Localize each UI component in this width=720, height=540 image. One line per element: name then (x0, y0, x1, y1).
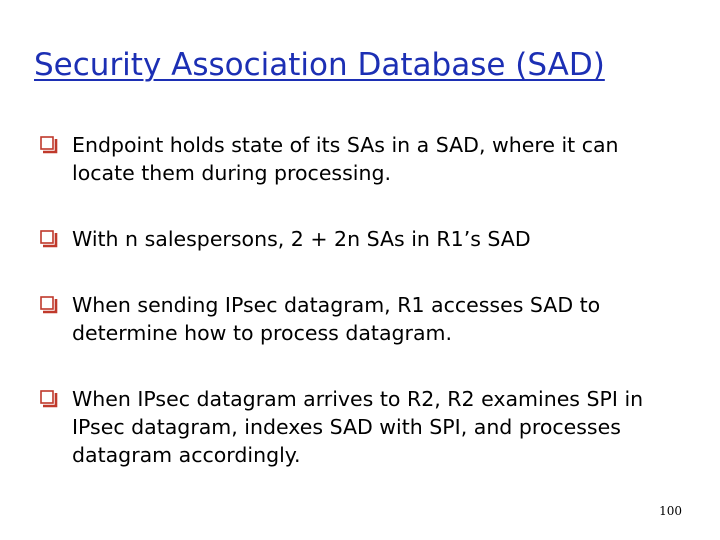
bullet-text: When sending IPsec datagram, R1 accesses SAD to determine how to process datagram. (72, 293, 601, 345)
bullet-list (40, 131, 670, 469)
bullet-item (40, 385, 670, 469)
page-number: 100 (659, 504, 682, 518)
square-checkbox-bullet-icon (40, 136, 58, 154)
square-checkbox-bullet-icon (40, 390, 58, 408)
bullet-item (40, 131, 670, 187)
bullet-text: When IPsec datagram arrives to R2, R2 examines SPI in IPsec datagram, indexes SAD with SPI, and processes datagram accordingly. (72, 387, 644, 467)
bullet-text: With n salespersons, 2 + 2n SAs in R1’s SAD (72, 227, 531, 251)
bullet-text: Endpoint holds state of its SAs in a SAD, where it can locate them during processing. (72, 133, 619, 185)
square-checkbox-bullet-icon (40, 296, 58, 314)
bullet-item (40, 225, 670, 253)
bullet-item (40, 291, 670, 347)
slide-title: Security Association Database (SAD) (34, 47, 605, 83)
square-checkbox-bullet-icon (40, 230, 58, 248)
